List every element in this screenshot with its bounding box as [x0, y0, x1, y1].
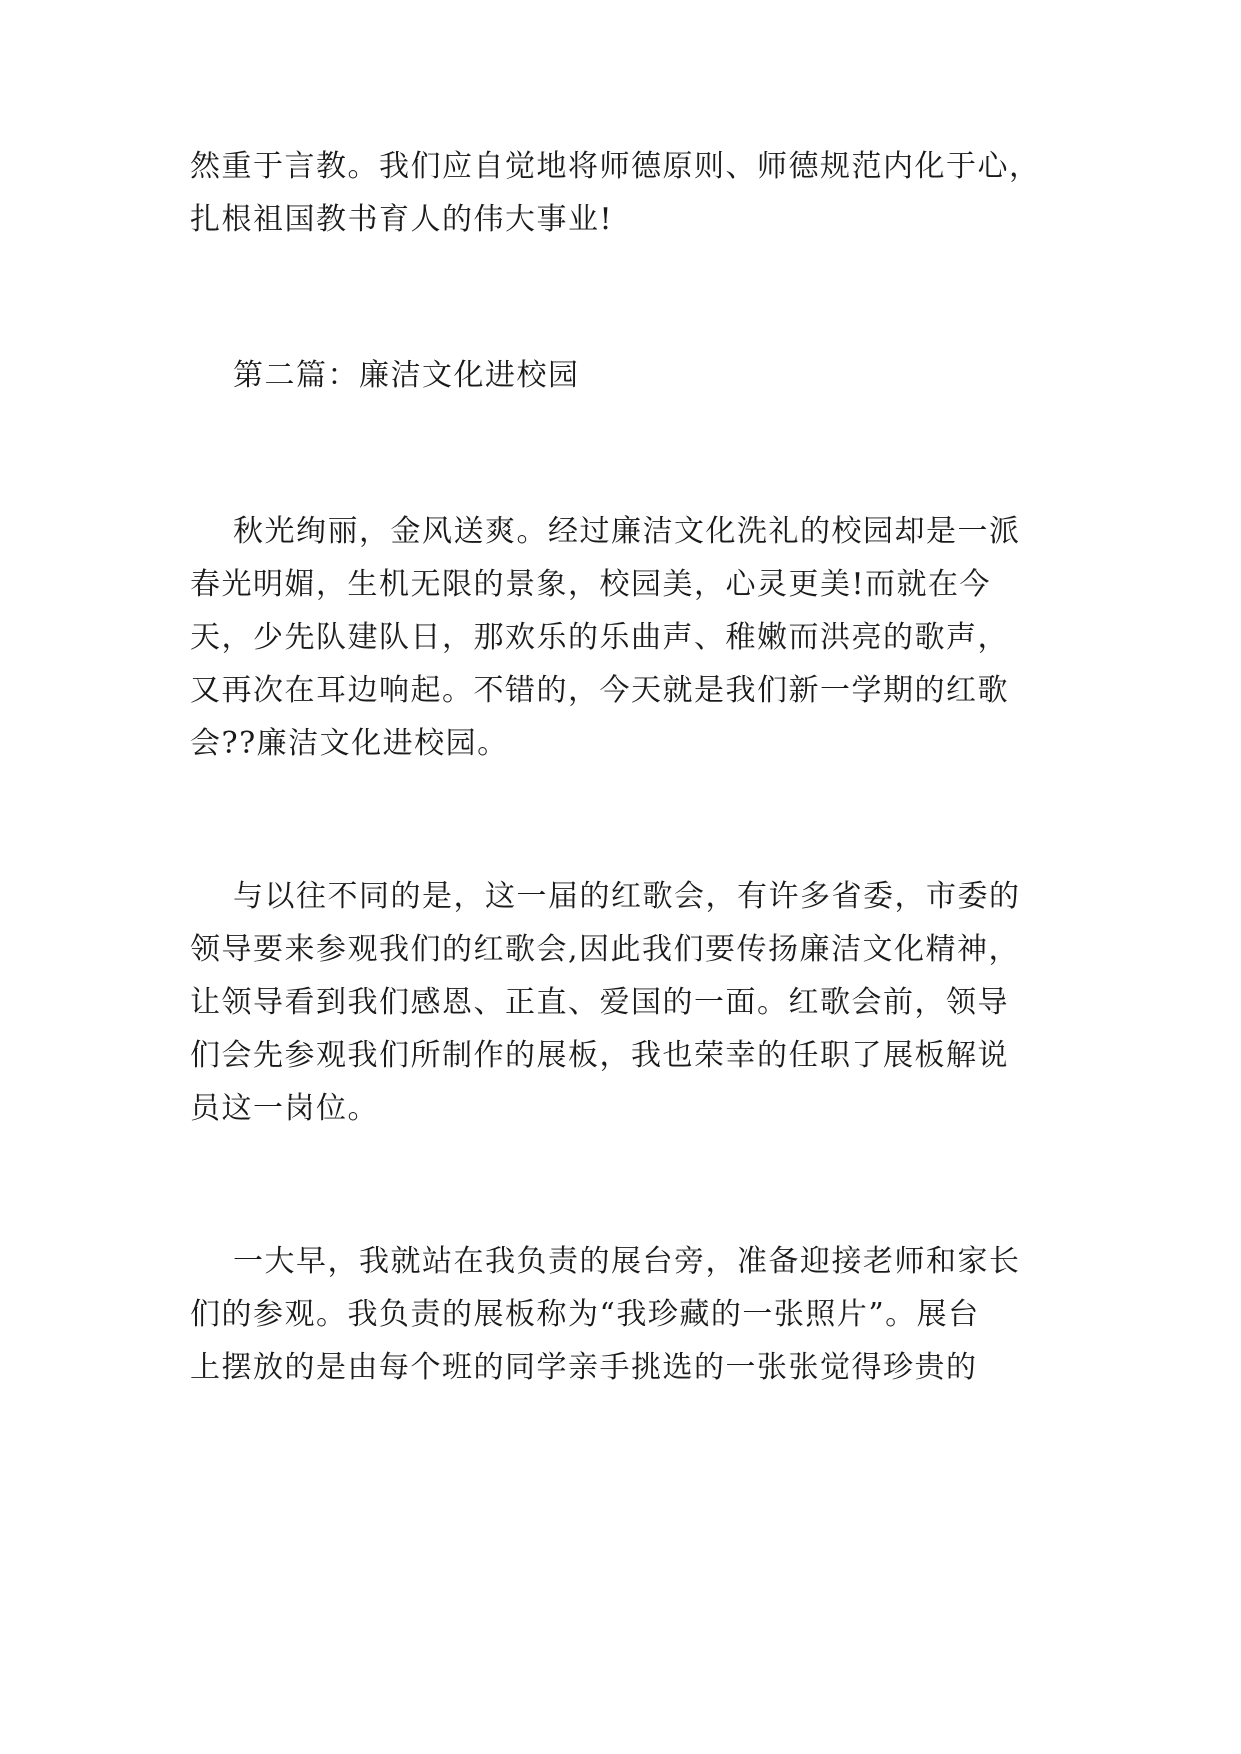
paragraph-1-line-3: 天，少先队建队日，那欢乐的乐曲声、稚嫩而洪亮的歌声， [190, 620, 1009, 655]
paragraph-2-line-4: 们会先参观我们所制作的展板，我也荣幸的任职了展板解说 [190, 1038, 1009, 1073]
paragraph-2-line-2: 领导要来参观我们的红歌会,因此我们要传扬廉洁文化精神， [190, 932, 1021, 967]
paragraph-1-line-4: 又再次在耳边响起。不错的，今天就是我们新一学期的红歌 [190, 673, 1009, 708]
paragraph-2-line-5: 员这一岗位。 [190, 1091, 379, 1126]
paragraph-2-line-1: 与以往不同的是，这一届的红歌会，有许多省委，市委的 [233, 879, 1021, 914]
paragraph-3-line-1: 一大早，我就站在我负责的展台旁，准备迎接老师和家长 [233, 1244, 1021, 1279]
intro-line-2: 扎根祖国教书育人的伟大事业! [190, 202, 614, 237]
paragraph-1-line-1: 秋光绚丽，金风送爽。经过廉洁文化洗礼的校园却是一派 [233, 514, 1021, 549]
paragraph-2-line-3: 让领导看到我们感恩、正直、爱国的一面。红歌会前，领导 [190, 985, 1009, 1020]
paragraph-1-line-2: 春光明媚，生机无限的景象，校园美，心灵更美!而就在今 [190, 567, 992, 602]
intro-line-1: 然重于言教。我们应自觉地将师德原则、师德规范内化于心， [190, 149, 1041, 184]
paragraph-3-line-2: 们的参观。我负责的展板称为“我珍藏的一张照片”。展台 [190, 1297, 980, 1332]
paragraph-3-line-3: 上摆放的是由每个班的同学亲手挑选的一张张觉得珍贵的 [190, 1350, 978, 1385]
section-title: 第二篇：廉洁文化进校园 [233, 358, 580, 393]
paragraph-1-line-5: 会??廉洁文化进校园。 [190, 726, 509, 761]
